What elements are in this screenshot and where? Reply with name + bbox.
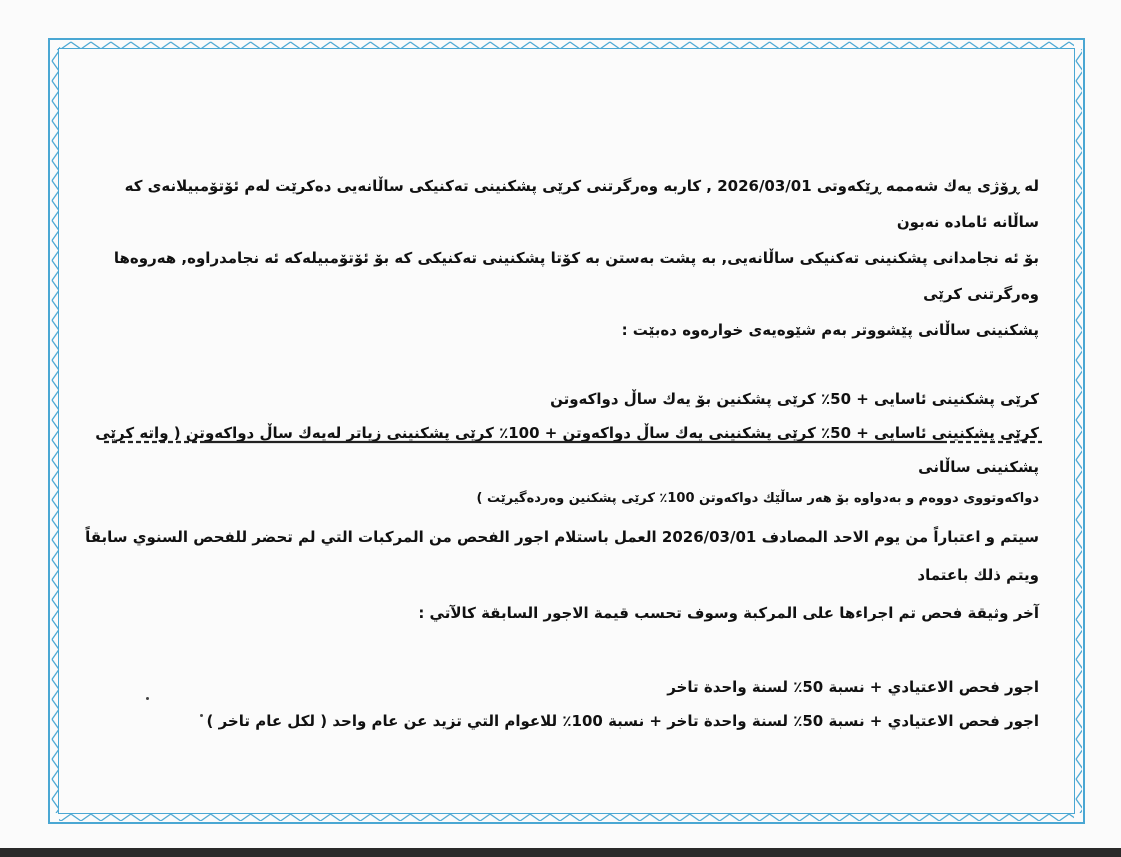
kurdish-fee-rule-2: كرێی پشكنینی ئاسایی + 50٪ كرێی پشكنینی یەك ساڵ دواكەوتن + 100٪ كرێی پشكنینی زیاتر لەیەك ساڵ دواكەوتن ( واتە كرێی پشكنینی ساڵانی <box>95 424 1039 476</box>
paper-speck <box>200 714 203 717</box>
kurdish-paragraph-line: لە ڕۆژی یەك شەممە ڕێكەوتی 2026/03/01 , كاربە وەرگرتنی كرێی پشكنینی تەكنیكی ساڵانەیی دەكرێت لەم ئۆتۆمبیلانەی كە ساڵانە ئامادە نەبون <box>124 177 1039 231</box>
kurdish-fee-rule-2-continued: دواكەوتووی دووەم و بەدواوە بۆ هەر ساڵێك دواكەوتن 100٪ كرێی پشكنین وەردەگیرێت ) <box>476 491 1039 506</box>
arabic-fee-rule-2: اجور فحص الاعتيادي + نسبة 50٪ لسنة واحدة تاخر + نسبة 100٪ للاعوام التي تزيد عن عام واحد ( لكل عام تاخر ) <box>206 712 1039 730</box>
kurdish-notice <box>79 168 1039 514</box>
arabic-fee-rule-1: اجور فحص الاعتيادي + نسبة 50٪ لسنة واحدة تاخر <box>667 678 1039 696</box>
kurdish-fee-rule-1: كرێی پشكنینی ئاسایی + 50٪ كرێی پشكنین بۆ یەك ساڵ دواكەوتن <box>550 390 1039 408</box>
kurdish-paragraph-line: بۆ ئە نجامدانی پشكنینی تەكنیكی ساڵانەیی, بە پشت بەستن بە كۆتا پشكنینی تەكنیكی كە بۆ ئۆتۆمبیلەكە ئە نجامدراوە, هەروەها وەرگرتنی كرێی <box>113 249 1039 303</box>
bottom-bar <box>0 848 1121 857</box>
section-divider <box>104 440 1042 444</box>
arabic-paragraph-line: آخر وثيقة فحص تم اجراءها على المركبة وسوف تحسب قيمة الاجور السابقة كالآتي : <box>418 604 1039 622</box>
paper-speck <box>146 697 149 700</box>
arabic-notice <box>79 518 1039 738</box>
kurdish-paragraph-line: پشكنینی ساڵانی پێشووتر بەم شێوەیەی خوارەوە دەبێت : <box>621 321 1039 339</box>
arabic-paragraph-line: سيتم و اعتباراً من يوم الاحد المصادف 2026/03/01 العمل باستلام اجور الفحص من المركبات التي لم تحضر للفحص السنوي سابقاً ويتم ذلك باعتماد <box>85 528 1039 584</box>
